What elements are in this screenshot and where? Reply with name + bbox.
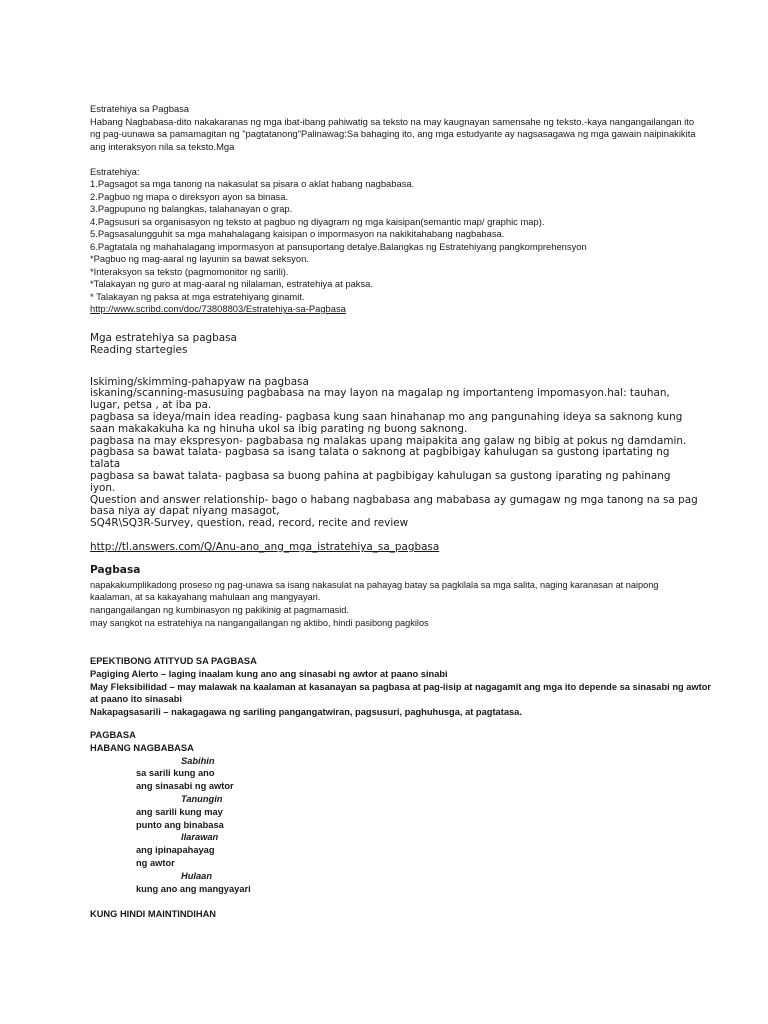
item-heading: Hulaan (181, 870, 212, 881)
spacer (90, 357, 698, 377)
list-item: 4.Pagsusuri sa organisasyon ng teksto at pagbuo ng diyagram ng mga kaisipan(semantic map/ graphic map). (90, 215, 545, 227)
item-line: sa sarili kung ano (136, 768, 215, 779)
item-line: ng awtor (136, 857, 175, 868)
section-title: Pagbasa (90, 564, 141, 576)
item-heading: Sabihin (181, 755, 215, 766)
intro-line: ng pag-uunawa sa pamamagitan ng "pagtatanong"Palinawag:Sa bahaging ito, ang mga estudyante ay nagsasagawa ng mga gawain naipinakikita (90, 128, 696, 139)
list-item: 2.Pagbuo ng mapa o direksyon ayon sa binasa. (90, 190, 289, 202)
list-item: *Talakayan ng guro at mag-aaral ng nilalaman, estratehiya at paksa. (90, 278, 373, 289)
body-line: pagbasa sa ideya/main idea reading- pagbasa kung saan hinahanap mo ang pangunahing ideya sa saknong kung (90, 410, 683, 423)
body-line: talata (90, 458, 121, 471)
item-line: kung ano ang mangyayari (136, 883, 251, 894)
section-footer: KUNG HINDI MAINTINDIHAN (90, 909, 217, 920)
list-title: Estratehiya: (90, 165, 140, 177)
body-line: SQ4R\SQ3R-Survey, question, read, record, recite and review (90, 517, 409, 530)
section-subtitle: Reading startegies (90, 343, 188, 356)
source-link[interactable]: http://www.scribd.com/doc/73808803/Estratehiya-sa-Pagbasa (90, 303, 346, 314)
body-line: napakakumplikadong proseso ng pag-unawa sa isang nakasulat na pahayag batay sa pagkilala sa mga salita, naging karanasan at naipong (90, 579, 659, 590)
body-line: basa niya ay dapat niyang masagot, (90, 505, 280, 518)
body-line: may sangkot na estratehiya na nangangailangan ng aktibo, hindi pasibong pagkilos (90, 617, 429, 628)
body-line: nangangailangan ng kumbinasyon ng pakikinig at pagmamasid. (90, 605, 349, 616)
item-line: ang sinasabi ng awtor (136, 781, 234, 792)
body-line: iskaning/scanning-masusuing pagbabasa na may layon na magalap ng importanteng impomasyon.hal: tauhan, (90, 387, 670, 400)
body-line: iyon. (90, 481, 116, 494)
spacer (90, 895, 251, 908)
body-line: Pagiging Alerto – laging inaalam kung ano ang sinasabi ng awtor at paano sinabi (90, 668, 448, 679)
section-title: Estratehiya sa Pagbasa (90, 103, 190, 114)
list-item: 3.Pagpupuno ng balangkas, talahanayan o grap. (90, 203, 293, 214)
list-item: *Interaksyon sa teksto (pagmomonitor ng sarili). (90, 265, 289, 277)
section-pagbasa (90, 564, 659, 630)
body-line: May Fleksibilidad – may malawak na kaalaman at kasanayan sa pagbasa at pag-iisip at nagagamit ang mga ito depende sa sinasabi ng awtor (90, 681, 712, 692)
list-item: 5.Pagsasalungguhit sa mga mahahalagang kaisipan o impormasyon na nakikitahabang nagbabasa. (90, 228, 505, 239)
list-item: * Talakayan ng paksa at mga estratehiyang ginamit. (90, 290, 305, 302)
list-item: 1.Pagsagot sa mga tanong na nakasulat sa pisara o aklat habang nagbabasa. (90, 178, 415, 189)
item-line: punto ang binabasa (136, 819, 224, 830)
item-line: ang ipinapahayag (136, 845, 215, 856)
list-item: *Pagbuo ng mag-aaral ng layunin sa bawat seksyon. (90, 253, 309, 264)
body-line: Nakapagsasarili – nakagagawa ng sariling pangangatwiran, pagsusuri, paghuhusga, at pagtatasa. (90, 707, 522, 718)
body-line: Iskiming/skimming-pahapyaw na pagbasa (90, 375, 309, 388)
source-link[interactable]: http://tl.answers.com/Q/Anu-ano_ang_mga_istratehiya_sa_pagbasa (90, 540, 440, 553)
section-subtitle: HABANG NAGBABASA (90, 742, 194, 753)
body-line: Question and answer relationship- bago o habang nagbabasa ang mababasa ay gumagaw ng mga tanong na sa pag (90, 493, 698, 506)
body-line: pagbasa na may ekspresyon- pagbabasa ng malakas upang maipakita ang galaw ng bibig at pokus ng damdamin. (90, 434, 687, 447)
item-heading: Tanungin (181, 793, 223, 804)
intro-line: ang interaksyon nila sa teksto.Mga (90, 140, 235, 152)
section-title: Mga estratehiya sa pagbasa (90, 332, 237, 344)
body-line: at paano ito sinasabi (90, 694, 182, 705)
intro-line: Habang Nagbabasa-dito nakakaranas ng mga ibat-ibang pahiwatig sa teksto na may kaugnayan samensahe ng teksto.-kaya nangangailangan ito (90, 115, 695, 127)
body-line: pagbasa sa bawat talata- pagbasa sa isang talata o saknong at pagbibigay kahulugan sa gustong ipartating ng (90, 446, 670, 459)
section-habang-nagbabasa (90, 729, 251, 921)
body-line: kaalaman, at sa kakayahang mahulaan ang mangyayari. (90, 592, 321, 603)
section-reading-strategies (90, 333, 698, 554)
item-line: ang sarili kung may (136, 806, 223, 817)
section-title: PAGBASA (90, 730, 136, 740)
section-epektibong-atityud (90, 655, 711, 719)
list-item: 6.Pagtatala ng mahahalagang impormasyon at pansuportang detalye.Balangkas ng Estratehiyang pangkomprehensyon (90, 240, 587, 252)
body-line: pagbasa sa bawat talata- pagbasa sa buong pahina at pagbibigay kahulugan sa gustong iparating ng pahinang (90, 469, 671, 482)
section-title: EPEKTIBONG ATITYUD SA PAGBASA (90, 656, 257, 666)
spacer (90, 153, 696, 166)
section-estratehiya (90, 103, 696, 316)
body-line: saan makakakuha ka ng hinuha ukol sa ibig parating ng buong saknong. (90, 422, 468, 435)
body-line: lugar, petsa , at iba pa. (90, 399, 212, 412)
item-heading: Ilarawan (181, 832, 219, 843)
